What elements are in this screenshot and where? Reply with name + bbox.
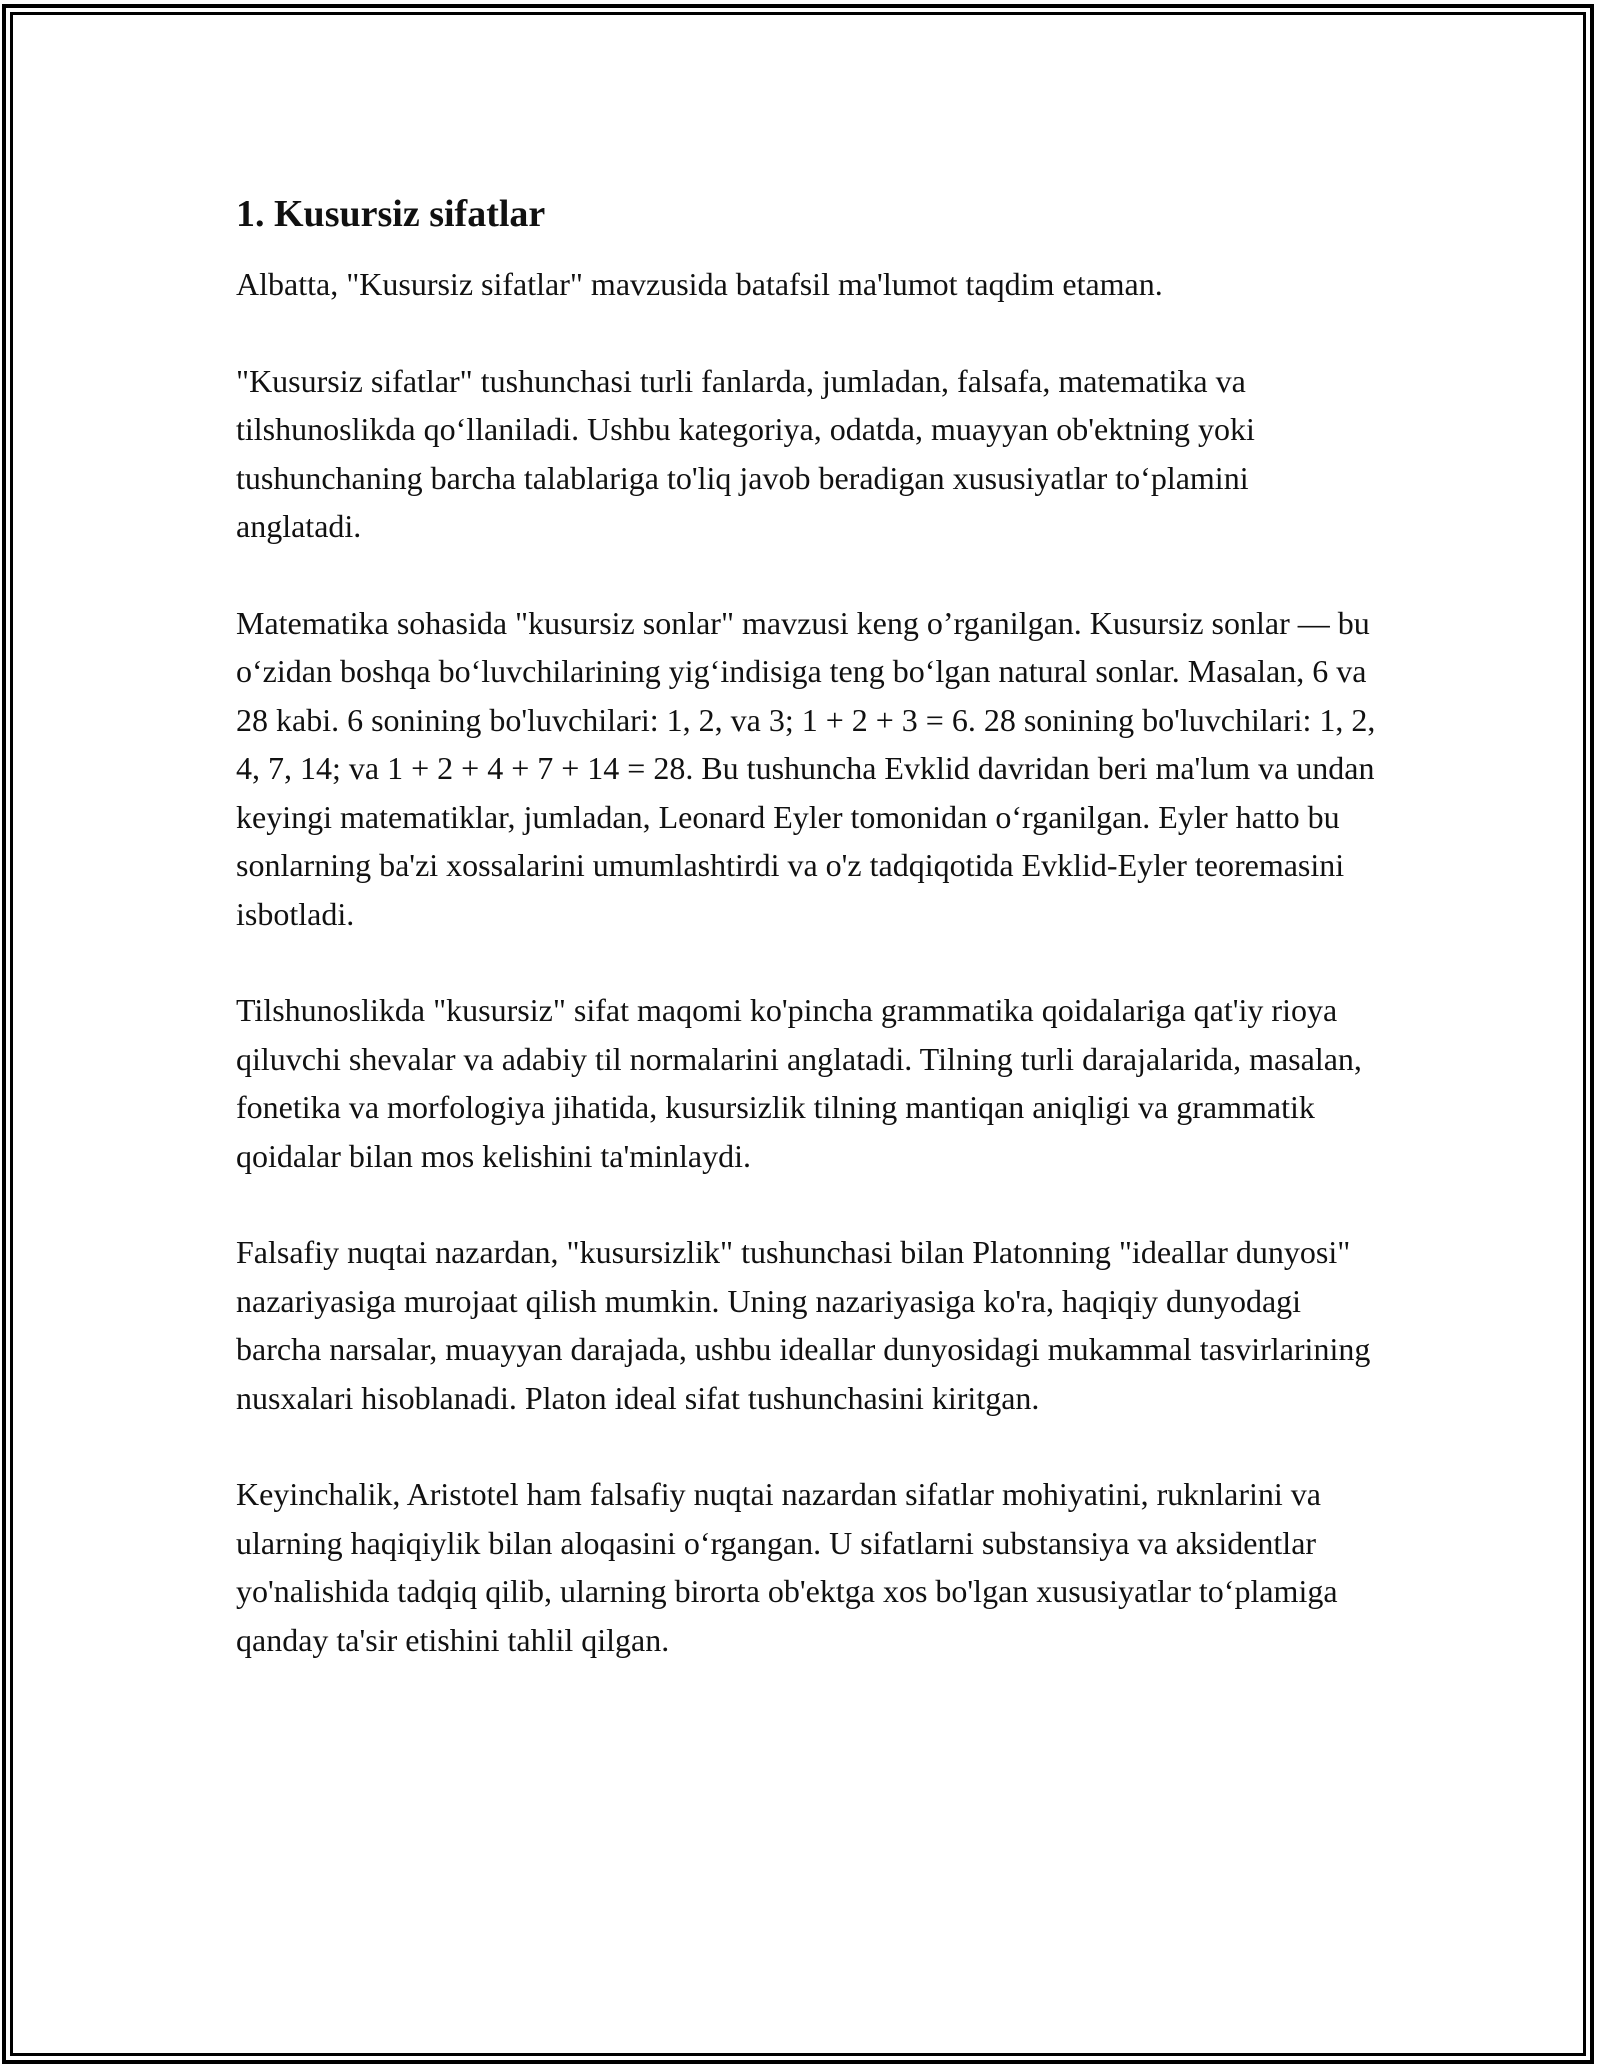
paragraph-intro: Albatta, "Kusursiz sifatlar" mavzusida batafsil ma'lumot taqdim etaman. (236, 266, 1163, 302)
paragraph-philosophy-plato: Falsafiy nuqtai nazardan, "kusursizlik" tushunchasi bilan Platonning "ideallar dunyosi" nazariyasiga murojaat qilish mumkin. Uning nazariyasiga ko'ra, haqiqiy dunyodagi barcha narsalar, muayyan darajada, ushbu ideallar dunyosidagi mukammal tasvirlarining nusxalari hisoblanadi. Platon ideal sifat tushunchasini kiritgan. (236, 1234, 1371, 1416)
paragraph-linguistics: Tilshunoslikda "kusursiz" sifat maqomi ko'pincha grammatika qoidalariga qat'iy rioya qiluvchi shevalar va adabiy til normalarini anglatadi. Tilning turli darajalarida, masalan, fonetika va morfologiya jihatida, kusursizlik tilning mantiqan aniqligi va grammatik qoidalar bilan mos kelishini ta'minlaydi. (236, 992, 1362, 1174)
paragraph-definition: "Kusursiz sifatlar" tushunchasi turli fanlarda, jumladan, falsafa, matematika va tilshunoslikda qoʻllaniladi. Ushbu kategoriya, odatda, muayyan ob'ektning yoki tushunchaning barcha talablariga to'liq javob beradigan xususiyatlar toʻplamini anglatadi. (236, 362, 1255, 544)
document-body (236, 186, 1376, 1712)
section-title: 1. Kusursiz sifatlar (236, 193, 546, 235)
paragraph-philosophy-aristotle: Keyinchalik, Aristotel ham falsafiy nuqtai nazardan sifatlar mohiyatini, ruknlarini va ularning haqiqiylik bilan aloqasini oʻrgangan. U sifatlarni substansiya va aksidentlar yo'nalishida tadqiq qilib, ularning birorta ob'ektga xos bo'lgan xususiyatlar toʻplamiga qanday ta'sir etishini tahlil qilgan. (236, 1476, 1338, 1658)
paragraph-mathematics: Matematika sohasida "kusursiz sonlar" mavzusi keng oʼrganilgan. Kusursiz sonlar — bu oʻzidan boshqa boʻluvchilarining yigʻindisiga teng boʻlgan natural sonlar. Masalan, 6 va 28 kabi. 6 sonining bo'luvchilari: 1, 2, va 3; 1 + 2 + 3 = 6. 28 sonining bo'luvchilari: 1, 2, 4, 7, 14; va 1 + 2 + 4 + 7 + 14 = 28. Bu tushuncha Evklid davridan beri ma'lum va undan keyingi matematiklar, jumladan, Leonard Eyler tomonidan oʻrganilgan. Eyler hatto bu sonlarning ba'zi xossalarini umumlashtirdi va o'z tadqiqotida Evklid-Eyler teoremasini isbotladi. (236, 604, 1376, 932)
